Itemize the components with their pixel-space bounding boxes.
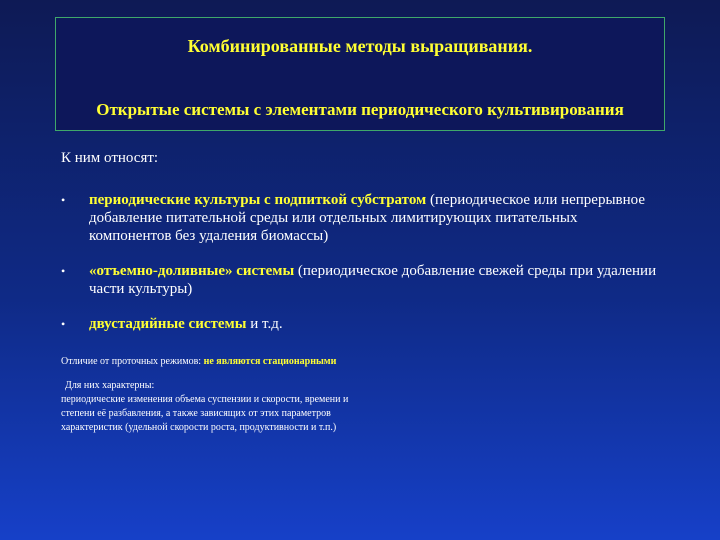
slide-subtitle: Открытые системы с элементами периодического культивирования [96, 100, 624, 119]
item-term: периодические культуры с подпиткой субстратом [89, 192, 427, 208]
item-description: (периодическое добавление свежей среды при удалении части культуры) [89, 263, 657, 297]
features-line: характеристик (удельной скорости роста, продуктивности и т.п.) [61, 422, 337, 433]
list-item [61, 315, 661, 333]
difference-note [61, 355, 661, 369]
item-term: «отъемно-доливные» системы [89, 263, 295, 279]
item-term: двустадийные системы [89, 316, 247, 332]
features-label: Для них характерны: [65, 380, 155, 391]
method-list [61, 191, 661, 333]
difference-value: не являются стационарными [201, 356, 337, 367]
list-item [61, 191, 661, 245]
title-box [55, 17, 665, 131]
slide-title: Комбинированные методы выращивания. [187, 36, 533, 56]
bullet-icon: • [61, 317, 66, 331]
features-line: степени её разбавления, а также зависящих от этих параметров [61, 408, 331, 419]
difference-label: Отличие от проточных режимов: [61, 356, 202, 367]
slide-content [61, 149, 661, 435]
intro-text: К ним относят: [61, 150, 159, 166]
bullet-icon: • [61, 264, 66, 278]
features-line: периодические изменения объема суспензии и скорости, времени и [61, 394, 349, 405]
item-description: (периодическое или непрерывное добавление питательной среды или отдельных лимитирующих питательных компонентов без удаления биомассы) [89, 192, 645, 244]
list-item [61, 262, 661, 298]
bullet-icon: • [61, 193, 66, 207]
item-description: и т.д. [246, 316, 283, 332]
